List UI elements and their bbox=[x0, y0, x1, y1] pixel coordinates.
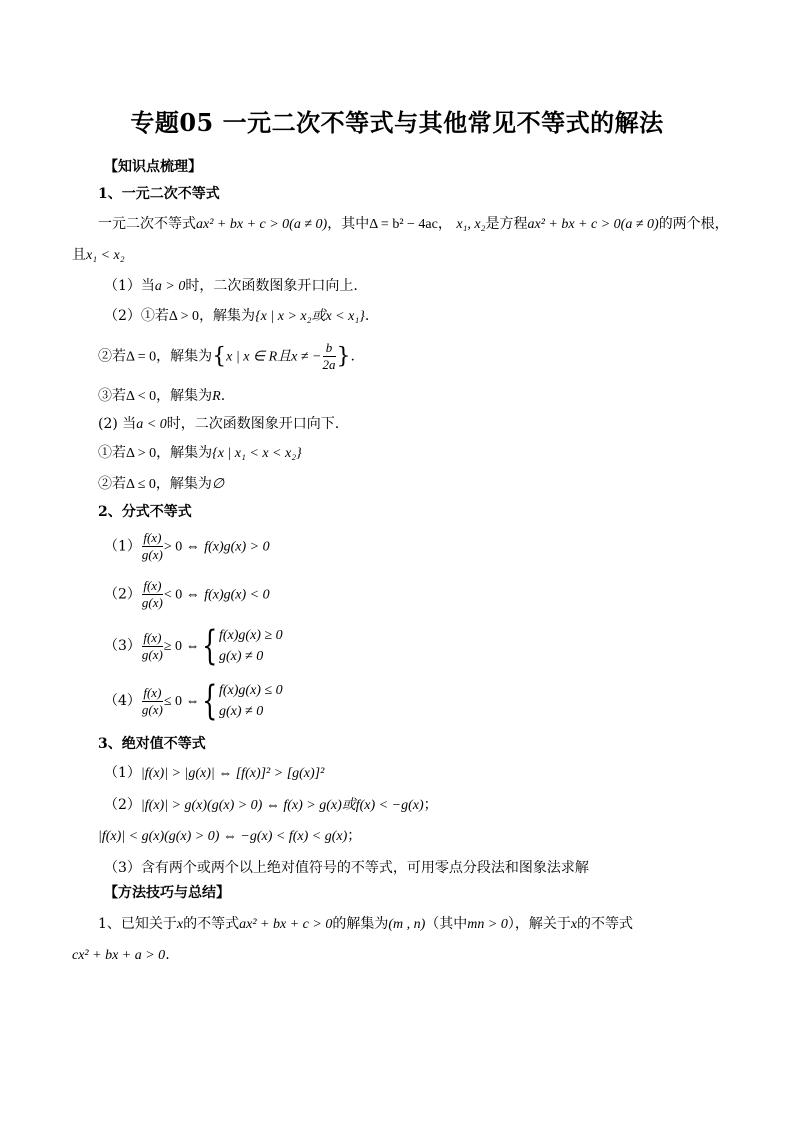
system-line-1: f(x)g(x) ≤ 0 bbox=[219, 683, 283, 698]
case-label: ①若 bbox=[98, 445, 126, 461]
intro-root-order: x₁ < x₂ bbox=[86, 248, 125, 263]
case-label: ②若 bbox=[98, 476, 126, 492]
relation: ≥ 0 ⇔ bbox=[163, 639, 200, 654]
equivalent-form: f(x)g(x) > 0 bbox=[204, 539, 270, 555]
intro-roots: x₁, x₂ bbox=[456, 217, 486, 232]
problem-1-cont bbox=[72, 946, 170, 965]
method-header: 【方法技巧与总结】 bbox=[104, 885, 230, 901]
intro-delta: Δ = b² − 4ac bbox=[369, 217, 438, 232]
case-end: . bbox=[220, 388, 226, 404]
case-condition: Δ > 0 bbox=[168, 309, 200, 324]
problem-text: （其中 bbox=[425, 916, 468, 932]
line-end: ； bbox=[423, 797, 438, 813]
item-label: （1） bbox=[104, 538, 141, 555]
section-3-heading: 3、绝对值不等式 bbox=[98, 736, 206, 752]
relation: ≤ 0 ⇔ bbox=[163, 694, 200, 709]
problem-text: ），解关于 bbox=[507, 916, 571, 932]
case-text: ，解集为 bbox=[155, 476, 212, 492]
fraction-denominator: g(x) bbox=[141, 547, 163, 562]
solution-set: ∅ bbox=[211, 477, 225, 492]
case-end: . bbox=[364, 308, 370, 324]
case-condition: Δ = 0 bbox=[126, 349, 157, 365]
left-brace-icon: { bbox=[201, 678, 217, 724]
abs-ineq-note: （3）含有两个或两个以上绝对值符号的不等式，可用零点分段法和图象法求解 bbox=[104, 860, 589, 876]
case-neg-delta-positive bbox=[98, 444, 302, 463]
intro-text-e: 的两个根， bbox=[658, 216, 729, 232]
fraction bbox=[323, 340, 336, 373]
case-neg-delta-nonpositive bbox=[98, 475, 224, 494]
intro-text-d: 是方程 bbox=[485, 216, 528, 232]
intro-text-f: 且 bbox=[72, 247, 86, 263]
section-1-intro bbox=[98, 215, 729, 234]
solution-set: {x | x > x₂或x < x₁} bbox=[255, 309, 365, 324]
fraction-denominator: g(x) bbox=[141, 646, 163, 662]
case-description: 时，二次函数图象开口向下. bbox=[166, 416, 340, 432]
section-1-heading: 1、一元二次不等式 bbox=[98, 186, 220, 202]
abs-expression: |f(x)| < g(x)(g(x) > 0) ⇔ −g(x) < f(x) < g(x) bbox=[98, 829, 348, 844]
system-line-2: g(x) ≠ 0 bbox=[219, 704, 264, 719]
relation: < 0 ⇔ bbox=[163, 587, 200, 603]
case-label: (2) 当 bbox=[98, 416, 137, 432]
case-description: 时，二次函数图象开口向上. bbox=[185, 278, 358, 294]
intro-equation: ax² + bx + c > 0(a ≠ 0) bbox=[527, 217, 659, 232]
intro-text-a: 一元二次不等式 bbox=[98, 216, 196, 232]
intro-inequality: ax² + bx + c > 0(a ≠ 0) bbox=[196, 217, 328, 232]
section-1-intro-cont bbox=[72, 246, 125, 265]
target-inequality: cx² + bx + a > 0 bbox=[72, 948, 166, 963]
item-label: （1） bbox=[104, 765, 141, 781]
problem-text: 1、已知关于 bbox=[98, 916, 177, 932]
case-text: ，解集为 bbox=[156, 388, 213, 404]
abs-ineq-2 bbox=[104, 796, 438, 815]
fraction bbox=[142, 530, 163, 563]
given-inequality: ax² + bx + c > 0 bbox=[239, 917, 333, 932]
case-delta-positive bbox=[104, 307, 369, 326]
case-condition: a > 0 bbox=[154, 279, 186, 294]
fraction-denominator: g(x) bbox=[141, 701, 163, 717]
fraction bbox=[142, 630, 163, 663]
fraction-numerator: f(x) bbox=[143, 578, 162, 593]
equivalent-form: f(x)g(x) < 0 bbox=[204, 587, 270, 603]
line-end: ； bbox=[347, 828, 362, 844]
problem-text: 的不等式 bbox=[183, 916, 240, 932]
problem-text: 的不等式 bbox=[577, 916, 634, 932]
fraction-numerator: f(x) bbox=[143, 629, 162, 645]
case-delta-negative bbox=[98, 387, 225, 406]
item-label: （4） bbox=[104, 693, 141, 709]
condition: mn > 0 bbox=[467, 917, 508, 932]
relation: > 0 ⇔ bbox=[163, 539, 200, 555]
case-label: （1）当 bbox=[104, 278, 155, 294]
left-brace-icon: { bbox=[212, 343, 227, 369]
left-brace-icon: { bbox=[201, 623, 217, 669]
case-condition: Δ ≤ 0 bbox=[126, 477, 156, 492]
item-label: （2） bbox=[104, 797, 141, 813]
solution-set: {x | x₁ < x < x₂} bbox=[212, 446, 302, 461]
fraction-numerator: f(x) bbox=[143, 684, 162, 700]
case-text: ，解集为 bbox=[156, 445, 213, 461]
case-end: . bbox=[350, 348, 355, 365]
fraction-numerator: f(x) bbox=[143, 530, 162, 545]
case-a-positive bbox=[104, 277, 358, 296]
abs-expression: |f(x)| > g(x)(g(x) > 0) ⇔ f(x) > g(x)或f(x) < −g(x) bbox=[140, 798, 424, 813]
fraction-ineq-4 bbox=[104, 680, 283, 722]
abs-ineq-1 bbox=[104, 764, 324, 783]
intro-text-c: ， bbox=[437, 216, 452, 232]
inequality-system bbox=[219, 680, 283, 722]
case-label: （2）①若 bbox=[104, 308, 169, 324]
intro-text-b: ，其中 bbox=[327, 216, 370, 232]
system-line-1: f(x)g(x) ≥ 0 bbox=[219, 628, 283, 643]
fraction-ineq-1 bbox=[104, 530, 270, 563]
case-text: ，解集为 bbox=[156, 348, 213, 365]
page-title: 专题05 一元二次不等式与其他常见不等式的解法 bbox=[130, 108, 664, 137]
fraction bbox=[142, 578, 163, 611]
knowledge-header: 【知识点梳理】 bbox=[104, 159, 202, 175]
fraction-denominator: g(x) bbox=[141, 595, 163, 610]
line-end: . bbox=[165, 947, 170, 963]
right-brace-icon: } bbox=[336, 343, 351, 369]
problem-1 bbox=[98, 915, 633, 934]
fraction-denominator: 2a bbox=[322, 357, 336, 372]
case-delta-zero bbox=[98, 340, 355, 373]
abs-expression: |f(x)| > |g(x)| ⇔ [f(x)]² > [g(x)]² bbox=[140, 766, 325, 781]
item-label: （2） bbox=[104, 586, 141, 603]
case-text: ，解集为 bbox=[199, 308, 256, 324]
inequality-system bbox=[219, 625, 283, 667]
variable: x bbox=[176, 917, 184, 932]
case-condition: Δ > 0 bbox=[126, 446, 157, 461]
variable: x bbox=[570, 917, 578, 932]
fraction bbox=[142, 685, 163, 718]
case-condition: a < 0 bbox=[136, 417, 167, 432]
solution-set: x | x ∈ R且x ≠ − bbox=[226, 349, 322, 365]
case-label: ③若 bbox=[98, 388, 126, 404]
item-label: （3） bbox=[104, 638, 141, 654]
case-a-negative bbox=[98, 415, 339, 434]
solution-interval: (m , n) bbox=[388, 917, 426, 932]
fraction-ineq-2 bbox=[104, 578, 270, 611]
case-condition: Δ < 0 bbox=[126, 389, 157, 404]
case-label: ②若 bbox=[98, 348, 126, 365]
fraction-ineq-3 bbox=[104, 625, 283, 667]
section-2-heading: 2、分式不等式 bbox=[98, 504, 192, 520]
fraction-numerator: b bbox=[323, 340, 336, 357]
problem-text: 的解集为 bbox=[332, 916, 389, 932]
solution-set: R bbox=[212, 389, 221, 404]
abs-ineq-3 bbox=[98, 827, 361, 846]
system-line-2: g(x) ≠ 0 bbox=[219, 649, 264, 664]
